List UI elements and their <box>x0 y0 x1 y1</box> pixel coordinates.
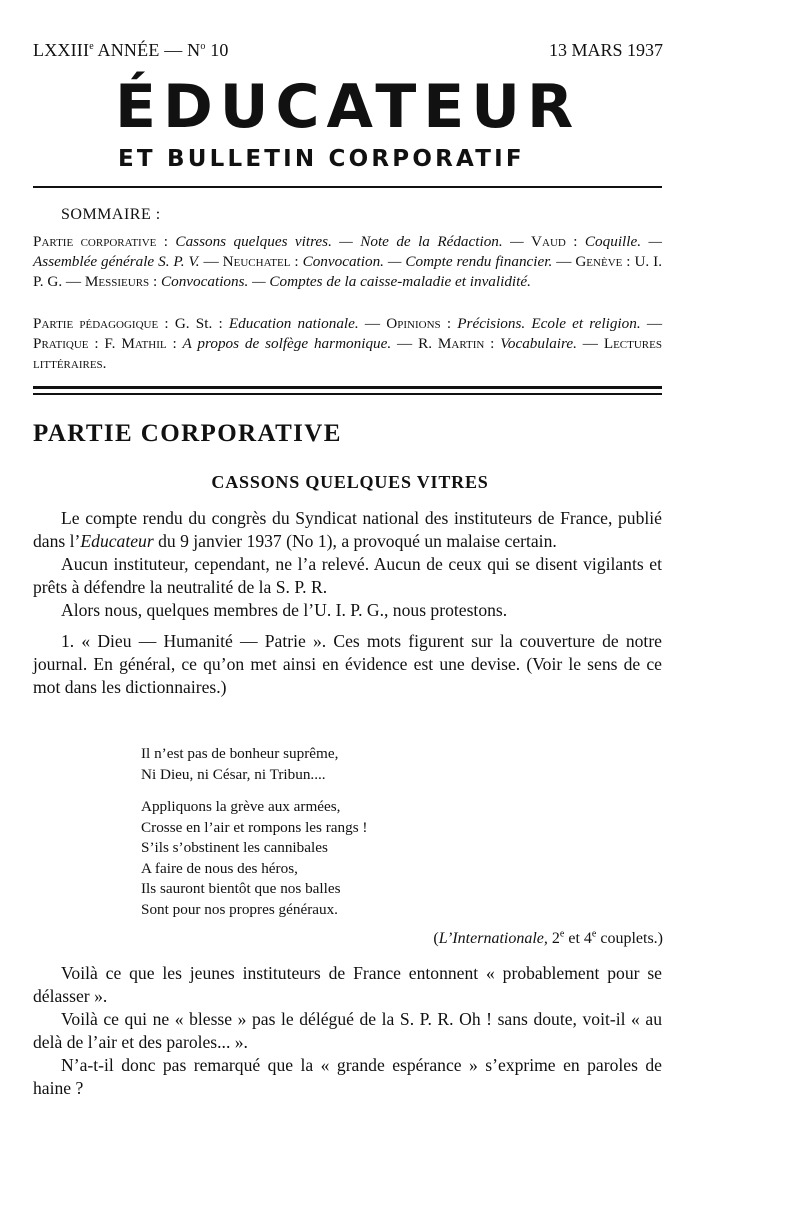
paragraph-3: Alors nous, quelques membres de l’U. I. P. G., nous protestons. <box>61 600 508 620</box>
citation-sup2: e <box>591 928 597 940</box>
poem-line: Crosse en l’air et rompons les rangs ! <box>141 818 368 836</box>
section-title: PARTIE CORPORATIVE <box>33 420 342 447</box>
summary-corporative <box>33 232 662 292</box>
issue-no-sup: o <box>200 41 206 52</box>
poem-line: A faire de nous des héros, <box>141 859 298 877</box>
summary-item-run: : <box>565 233 585 250</box>
citation-open: ( <box>433 930 439 947</box>
issue-label: ANNÉE — N <box>93 40 201 60</box>
citation-mid: et 4 <box>564 930 592 947</box>
poem-stanza-1 <box>141 744 338 785</box>
summary-item-run: Convocation. — Compte rendu financier. <box>302 253 553 270</box>
paragraph-4: 1. « Dieu — Humanité — Patrie ». Ces mots figurent sur la couverture de notre journal. En général, ce qu’on met ainsi en évidence est une devise. (Voir le sens de ce mot dans les dictionnaires.) <box>33 631 662 697</box>
summary-rule-thick <box>33 386 662 389</box>
article-body-bottom <box>33 962 662 1100</box>
summary-item-run: — R. <box>391 335 438 352</box>
issue-number: 10 <box>205 40 229 60</box>
issue-date: 13 MARS 1937 <box>548 40 663 60</box>
paragraph-1-text-b: du 9 janvier 1937 (No 1), a provoqué un malaise certain. <box>153 531 557 551</box>
citation-n1: 2 <box>547 930 560 947</box>
article-body-top <box>33 507 662 699</box>
poem-line: Appliquons la grève aux armées, <box>141 798 341 815</box>
citation-sup1: e <box>559 928 565 940</box>
summary-item-run: Mathil <box>121 335 167 352</box>
paragraph-7: N’a-t-il donc pas remarqué que la « grande espérance » s’exprime en paroles de haine ? <box>33 1055 662 1098</box>
summary-item-run: A propos de solfège harmonique. <box>182 335 392 352</box>
summary-item-run: : F. <box>88 335 122 352</box>
summary-item-run: — <box>199 253 223 270</box>
summary-item-run: Cassons quelques vitres. — Note de la Rédaction. — <box>168 233 532 250</box>
poem-citation <box>433 930 663 948</box>
summary-item-run: — <box>358 315 387 332</box>
article-title: CASSONS QUELQUES VITRES <box>211 472 489 492</box>
summary-item-run: Genève <box>575 253 623 270</box>
summary-item-run: Coquille. — Assemblée générale S. P. V. <box>33 233 662 270</box>
summary-corporative-label: Partie corporative : <box>33 233 169 250</box>
summary-item-run: : <box>166 335 183 352</box>
paragraph-1-emphasis: Educateur <box>80 531 154 551</box>
volume: LXXIII <box>33 40 90 60</box>
citation-end: couplets.) <box>596 930 663 947</box>
summary-item-run: Lectures littéraires. <box>33 335 662 372</box>
summary-item-run: Convocations. — Comptes de la caisse-maladie et invalidité. <box>160 273 531 290</box>
summary-item-run: G. St. : <box>168 315 229 332</box>
summary-item-run: — <box>640 315 663 332</box>
poem-line: Sont pour nos propres généraux. <box>141 900 338 918</box>
issue-line <box>33 40 229 61</box>
summary-item-run: Opinions <box>386 315 441 332</box>
poem-line: Ni Dieu, ni César, ni Tribun.... <box>141 765 326 783</box>
summary-item-run: : <box>290 253 303 270</box>
summary-item-run: Martin <box>437 335 485 352</box>
masthead-title: ÉDUCATEUR <box>115 72 581 142</box>
poem-stanza-2 <box>141 797 368 920</box>
volume-sup: e <box>89 41 94 52</box>
summary-item-run: : <box>149 273 161 290</box>
summary-item-run: Vocabulaire. <box>500 335 577 352</box>
poem-line: Il n’est pas de bonheur suprême, <box>141 745 339 762</box>
citation-source: L’Internationale, <box>438 930 548 947</box>
summary-rule-thin <box>33 393 662 395</box>
summary-item-run: Précisions. Ecole et religion. <box>457 315 641 332</box>
masthead-rule <box>33 186 662 188</box>
summary-pedagogique-label: Partie pédagogique : <box>33 315 169 332</box>
summary-item-run: Messieurs <box>84 273 150 290</box>
masthead-subtitle: ET BULLETIN CORPORATIF <box>118 146 525 172</box>
summary-item-run: Vaud <box>531 233 566 250</box>
paragraph-1 <box>33 507 662 553</box>
summary-item-run: Neuchatel <box>222 253 291 270</box>
summary-item-run: : <box>440 315 458 332</box>
paragraph-6: Voilà ce qui ne « blesse » pas le délégué de la S. P. R. Oh ! sans doute, voit-il « au delà de l’air et des paroles... ». <box>33 1009 662 1052</box>
summary-item-run: Education nationale. <box>228 315 359 332</box>
poem-line: S’ils s’obstinent les cannibales <box>141 839 328 856</box>
summary-item-run: : U. I. P. G. — <box>33 253 663 290</box>
summary-item-run: — <box>552 253 576 270</box>
paragraph-1-text-a: Le compte rendu du congrès du Syndicat national des instituteurs de France, publié dans l’ <box>33 508 662 551</box>
summary-item-run: Pratique <box>33 335 89 352</box>
paragraph-2: Aucun instituteur, cependant, ne l’a relevé. Aucun de ceux qui se disent vigilants et prêts à défendre la neutralité de la S. P. R. <box>33 554 662 597</box>
summary-item-run: : <box>484 335 501 352</box>
poem-line: Ils sauront bientôt que nos balles <box>141 880 341 897</box>
summary-item-run: — <box>576 335 604 352</box>
summary-heading: SOMMAIRE : <box>61 206 161 223</box>
summary-pedagogique <box>33 314 662 374</box>
paragraph-5: Voilà ce que les jeunes instituteurs de France entonnent « probablement pour se délasser ». <box>33 963 662 1006</box>
